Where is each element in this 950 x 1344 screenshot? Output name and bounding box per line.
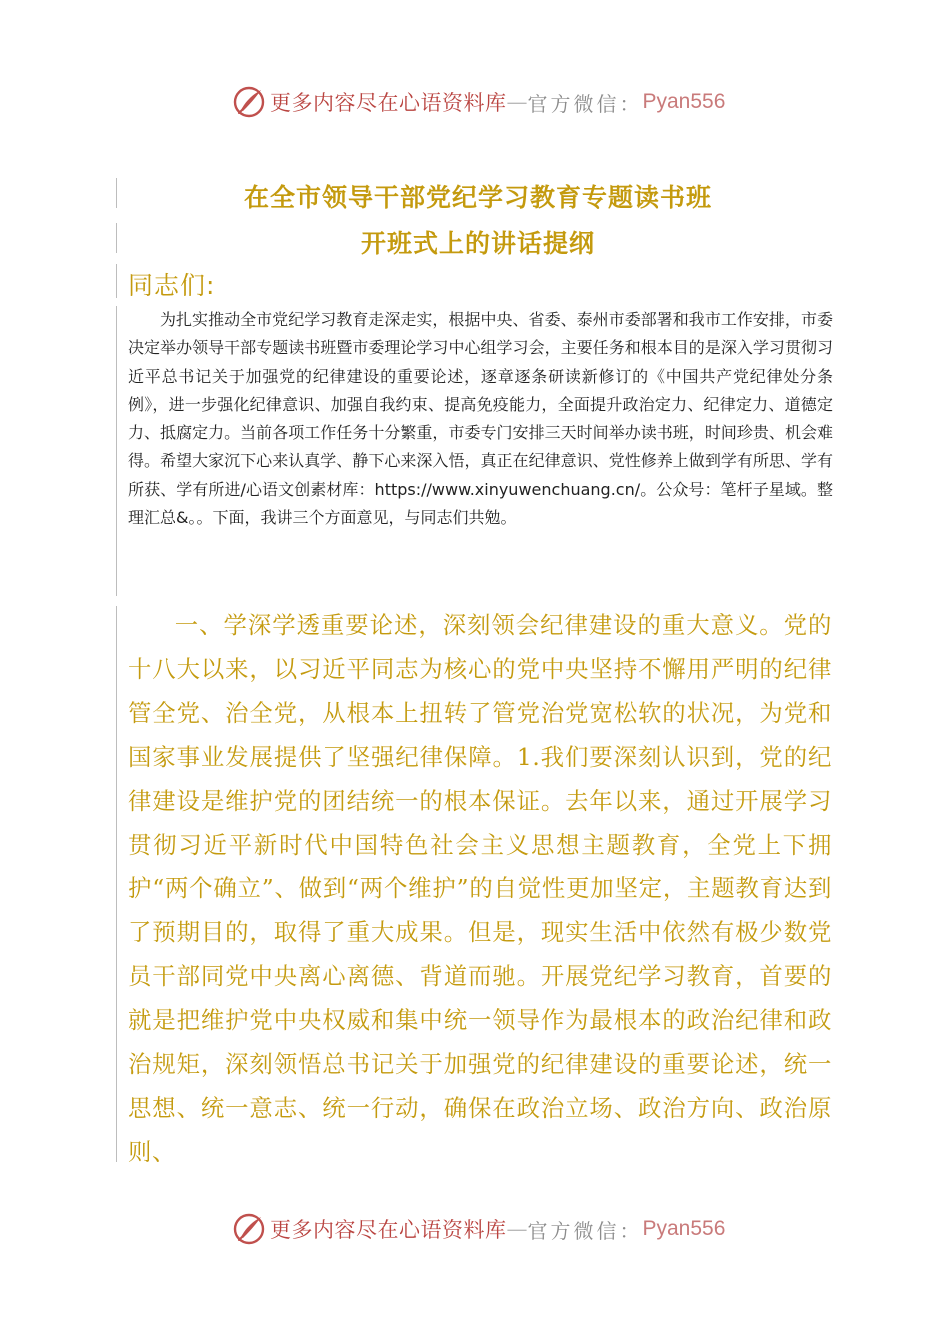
margin-line-intro bbox=[116, 306, 117, 596]
watermark-dash: — bbox=[506, 1217, 528, 1241]
watermark-wechat-id: Pyan556 bbox=[642, 90, 726, 113]
footer-watermark bbox=[232, 1209, 725, 1249]
watermark-wechat-label: 官方微信： bbox=[527, 1218, 643, 1243]
margin-line-title-1 bbox=[116, 178, 117, 208]
salutation: 同志们: bbox=[128, 271, 216, 300]
margin-line-salutation bbox=[116, 264, 117, 298]
margin-line-body bbox=[116, 606, 117, 1162]
watermark-site-name: 更多内容尽在心语资料库 bbox=[270, 1218, 507, 1242]
watermark-wechat-label: 官方微信： bbox=[527, 91, 643, 116]
intro-paragraph: 为扎实推动全市党纪学习教育走深走实，根据中央、省委、泰州市委部署和我市工作安排，市委决定举办领导干部专题读书班暨市委理论学习中心组学习会，主要任务和根本目的是深入学习贯彻习近平总书记关于加强党的纪律建设的重要论述，逐章逐条研读新修订的《中国共产党纪律处分条例》，进一步强化纪律意识、加强自我约束、提高免疫能力，全面提升政治定力、纪律定力、道德定力、抵腐定力。当前各项工作任务十分繁重，市委专门安排三天时间举办读书班，时间珍贵、机会难得。希望大家沉下心来认真学、静下心来深入悟，真正在纪律意识、党性修养上做到学有所思、学有所获、学有所进/心语文创素材库：https://www.xinyuwenchuang.cn/。公众号：笔杆子星域。整理汇总&。。下面，我讲三个方面意见，与同志们共勉。 bbox=[128, 310, 833, 528]
watermark-dash: — bbox=[506, 90, 528, 114]
header-watermark bbox=[232, 82, 725, 122]
quill-logo-icon bbox=[232, 1212, 266, 1246]
watermark-wechat-id: Pyan556 bbox=[642, 1217, 726, 1240]
section-one-paragraph: 一、学深学透重要论述，深刻领会纪律建设的重大意义。党的十八大以来，以习近平同志为核心的党中央坚持不懈用严明的纪律管全党、治全党，从根本上扭转了管党治党宽松软的状况，为党和国家事业发展提供了坚强纪律保障。1.我们要深刻认识到，党的纪律建设是维护党的团结统一的根本保证。去年以来，通过开展学习贯彻习近平新时代中国特色社会主义思想主题教育，全党上下拥护“两个确立”、做到“两个维护”的自觉性更加坚定，主题教育达到了预期目的，取得了重大成果。但是，现实生活中依然有极少数党员干部同党中央离心离德、背道而驰。开展党纪学习教育，首要的就是把维护党中央权威和集中统一领导作为最根本的政治纪律和政治规矩，深刻领悟总书记关于加强党的纪律建设的重要论述，统一思想、统一意志、统一行动，确保在政治立场、政治方向、政治原则、 bbox=[128, 611, 832, 1166]
document-title-line-2: 开班式上的讲话提纲 bbox=[360, 229, 595, 258]
watermark-site-name: 更多内容尽在心语资料库 bbox=[270, 91, 507, 115]
document-title-line-1: 在全市领导干部党纪学习教育专题读书班 bbox=[243, 183, 712, 212]
margin-line-title-2 bbox=[116, 223, 117, 253]
quill-logo-icon bbox=[232, 85, 266, 119]
